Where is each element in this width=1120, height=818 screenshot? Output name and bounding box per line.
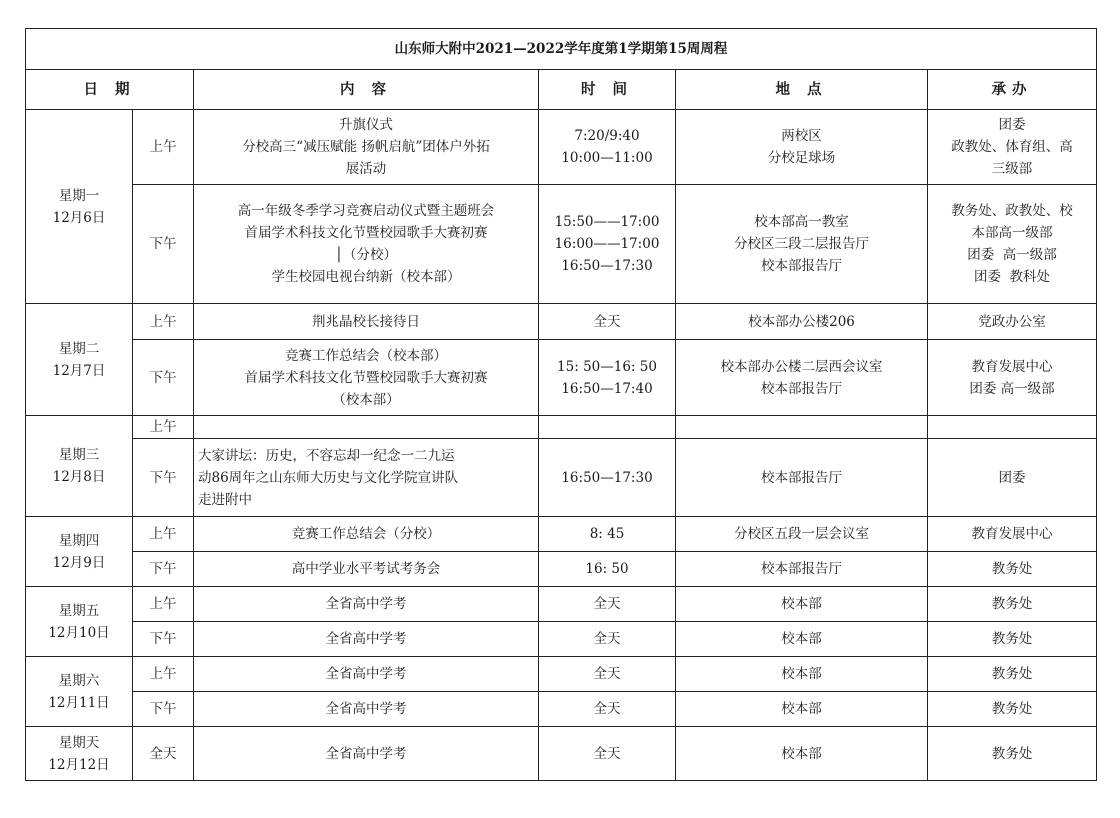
schedule-row <box>26 185 1097 304</box>
cell-line: 教务处 <box>991 596 1033 612</box>
organizer-cell <box>928 185 1097 304</box>
content-cell <box>194 552 539 587</box>
day-cell <box>26 304 133 416</box>
date-label: 12月7日 <box>52 362 106 379</box>
location-cell <box>676 340 928 416</box>
cell-line: 校本部 <box>781 631 822 647</box>
content-cell <box>194 110 539 185</box>
organizer-cell <box>928 340 1097 416</box>
location-cell <box>676 439 928 517</box>
cell-line: 分校区三段二层报告厅 <box>734 236 869 252</box>
weekday-label: 星期六 <box>58 672 100 689</box>
weekday-label: 星期三 <box>58 447 100 463</box>
time-cell <box>539 552 676 587</box>
date-label: 12月10日 <box>48 624 110 641</box>
period-cell: 上午 <box>133 304 194 340</box>
cell-line: 校本部办公楼206 <box>748 313 855 330</box>
organizer-cell <box>928 110 1097 185</box>
time-cell <box>539 416 676 439</box>
period-cell: 上午 <box>133 416 194 439</box>
cell-line: 全省高中学考 <box>325 745 407 762</box>
date-label: 12月12日 <box>48 756 110 773</box>
cell-line: 校本部报告厅 <box>761 258 842 274</box>
cell-line: 荆兆晶校长接待日 <box>312 313 420 330</box>
date-label: 12月9日 <box>52 554 106 571</box>
schedule-row <box>26 110 1097 185</box>
organizer-cell <box>928 439 1097 517</box>
cell-line: 16:50—17:30 <box>561 469 653 486</box>
schedule-row <box>26 304 1097 340</box>
period-cell: 下午 <box>133 340 194 416</box>
period-cell: 下午 <box>133 622 194 657</box>
content-cell <box>194 340 539 416</box>
header-organizer: 承办 <box>928 70 1097 110</box>
day-cell <box>26 727 133 781</box>
cell-line: 动86周年之山东师大历史与文化学院宣讲队 <box>198 469 459 486</box>
weekly-schedule-table <box>25 28 1097 781</box>
weekday-label: 星期四 <box>58 532 100 549</box>
weekday-label: 星期一 <box>58 187 100 204</box>
organizer-cell <box>928 657 1097 692</box>
cell-line: 政教处、体育组、高 <box>951 139 1073 155</box>
cell-line: 教务处 <box>991 631 1033 647</box>
header-row <box>26 70 1097 110</box>
cell-line: 分校足球场 <box>767 150 836 166</box>
location-cell <box>676 622 928 657</box>
schedule-row <box>26 587 1097 622</box>
date-label: 12月11日 <box>48 694 110 711</box>
period-cell: 下午 <box>133 552 194 587</box>
organizer-cell <box>928 692 1097 727</box>
period-cell: 上午 <box>133 517 194 552</box>
period-cell: 下午 <box>133 439 194 517</box>
cell-line: │（分校） <box>334 247 398 263</box>
cell-line: 16:50—17:30 <box>561 258 653 274</box>
cell-line: 竞赛工作总结会（分校） <box>291 526 441 542</box>
location-cell <box>676 110 928 185</box>
cell-line: 8: 45 <box>589 526 625 542</box>
cell-line: 高一年级冬季学习竞赛启动仪式暨主题班会 <box>237 203 495 219</box>
location-cell <box>676 727 928 781</box>
cell-line: 高中学业水平考试考务会 <box>291 561 441 577</box>
content-cell <box>194 304 539 340</box>
cell-line: 首届学术科技文化节暨校园歌手大赛初赛 <box>244 225 488 241</box>
day-cell <box>26 657 133 727</box>
time-cell <box>539 657 676 692</box>
cell-line: 升旗仪式 <box>339 117 393 133</box>
location-cell <box>676 587 928 622</box>
schedule-row <box>26 439 1097 517</box>
location-cell <box>676 416 928 439</box>
cell-line: 分校区五段一层会议室 <box>734 526 869 542</box>
header-content: 内 容 <box>194 70 539 110</box>
location-cell <box>676 304 928 340</box>
cell-line: 两校区 <box>781 128 822 144</box>
cell-line: 全省高中学考 <box>325 631 407 647</box>
schedule-row <box>26 692 1097 727</box>
content-cell <box>194 416 539 439</box>
cell-line: 全天 <box>593 631 621 647</box>
cell-line: 教育发展中心 <box>971 358 1053 375</box>
header-date: 日 期 <box>26 70 194 110</box>
time-cell <box>539 340 676 416</box>
period-cell: 上午 <box>133 587 194 622</box>
location-cell <box>676 185 928 304</box>
title-row <box>26 29 1097 70</box>
schedule-row <box>26 727 1097 781</box>
organizer-cell <box>928 416 1097 439</box>
cell-line: 全天 <box>593 701 621 717</box>
organizer-cell <box>928 727 1097 781</box>
organizer-cell <box>928 552 1097 587</box>
content-cell <box>194 185 539 304</box>
time-cell <box>539 110 676 185</box>
cell-line: 教务处 <box>991 745 1033 762</box>
cell-line: 团委 <box>998 469 1026 486</box>
content-cell <box>194 587 539 622</box>
weekday-label: 星期五 <box>58 602 100 619</box>
cell-line: 团委 高一级部 <box>969 380 1055 397</box>
cell-line: 16:50—17:40 <box>561 380 653 397</box>
cell-line: 校本部办公楼二层西会议室 <box>720 358 883 375</box>
content-cell <box>194 622 539 657</box>
cell-line: 教育发展中心 <box>971 526 1053 542</box>
cell-line: 校本部 <box>781 666 822 682</box>
cell-line: 16:00——17:00 <box>554 236 660 252</box>
time-cell <box>539 622 676 657</box>
header-location: 地 点 <box>676 70 928 110</box>
weekday-label: 星期二 <box>58 340 100 357</box>
day-cell <box>26 517 133 587</box>
content-cell <box>194 727 539 781</box>
cell-line: 党政办公室 <box>978 313 1046 330</box>
location-cell <box>676 552 928 587</box>
time-cell <box>539 517 676 552</box>
cell-line: 三级部 <box>991 161 1033 177</box>
cell-line: 校本部 <box>781 745 822 762</box>
cell-line: 16: 50 <box>585 561 629 577</box>
day-cell <box>26 110 133 304</box>
cell-line: 团委 高一级部 <box>967 247 1057 263</box>
time-cell <box>539 439 676 517</box>
cell-line: 7:20/9:40 <box>574 128 640 144</box>
cell-line: 校本部报告厅 <box>761 561 842 577</box>
time-cell <box>539 304 676 340</box>
cell-line: 校本部报告厅 <box>761 469 842 486</box>
cell-line: 15: 50—16: 50 <box>557 358 657 375</box>
content-cell <box>194 692 539 727</box>
location-cell <box>676 692 928 727</box>
cell-line: 10:00—11:00 <box>561 150 653 166</box>
schedule-row <box>26 340 1097 416</box>
cell-line: 本部高一级部 <box>971 225 1053 241</box>
period-cell: 上午 <box>133 657 194 692</box>
cell-line: 全天 <box>593 313 621 330</box>
cell-line: 全省高中学考 <box>325 701 407 717</box>
period-cell: 下午 <box>133 185 194 304</box>
organizer-cell <box>928 304 1097 340</box>
cell-line: 教务处、政教处、校 <box>951 203 1073 219</box>
cell-line: 全天 <box>593 666 621 682</box>
cell-line: 校本部 <box>781 701 822 717</box>
cell-line: 教务处 <box>991 561 1033 577</box>
cell-line: 全省高中学考 <box>325 596 407 612</box>
cell-line: 教务处 <box>991 701 1033 717</box>
schedule-row <box>26 517 1097 552</box>
cell-line: 分校高三“减压赋能 扬帆启航”团体户外拓 <box>242 139 490 155</box>
cell-line: 走进附中 <box>198 491 252 508</box>
schedule-row <box>26 657 1097 692</box>
cell-line: 全天 <box>593 596 621 612</box>
schedule-row <box>26 552 1097 587</box>
time-cell <box>539 727 676 781</box>
cell-line: 校本部 <box>781 596 822 612</box>
schedule-row <box>26 622 1097 657</box>
cell-line: 首届学术科技文化节暨校园歌手大赛初赛 <box>244 369 488 386</box>
organizer-cell <box>928 622 1097 657</box>
cell-line: 全天 <box>593 745 621 762</box>
day-cell <box>26 416 133 517</box>
cell-line: 校本部高一教室 <box>754 214 849 230</box>
cell-line: 团委 教科处 <box>973 269 1051 285</box>
cell-line: 大家讲坛：历史，不容忘却一纪念一二九运 <box>198 447 455 464</box>
cell-line: 15:50——17:00 <box>554 214 660 230</box>
cell-line: 展活动 <box>345 161 387 177</box>
header-time: 时 间 <box>539 70 676 110</box>
schedule-row <box>26 416 1097 439</box>
time-cell <box>539 692 676 727</box>
date-label: 12月6日 <box>52 209 106 226</box>
period-cell: 全天 <box>133 727 194 781</box>
period-cell: 上午 <box>133 110 194 185</box>
content-cell <box>194 517 539 552</box>
date-label: 12月8日 <box>52 469 106 485</box>
day-cell <box>26 587 133 657</box>
time-cell <box>539 587 676 622</box>
content-cell <box>194 657 539 692</box>
cell-line: 全省高中学考 <box>325 666 407 682</box>
time-cell <box>539 185 676 304</box>
weekday-label: 星期天 <box>58 734 100 751</box>
cell-line: 竞赛工作总结会（校本部） <box>285 347 447 364</box>
location-cell <box>676 517 928 552</box>
organizer-cell <box>928 587 1097 622</box>
content-cell <box>194 439 539 517</box>
schedule-title: 山东师大附中2021—2022学年度第1学期第15周周程 <box>26 29 1097 70</box>
location-cell <box>676 657 928 692</box>
cell-line: （校本部） <box>332 391 400 408</box>
organizer-cell <box>928 517 1097 552</box>
cell-line: 校本部报告厅 <box>761 380 842 397</box>
period-cell: 下午 <box>133 692 194 727</box>
cell-line: 学生校园电视台纳新（校本部） <box>271 269 461 285</box>
cell-line: 教务处 <box>991 666 1033 682</box>
cell-line: 团委 <box>998 117 1026 133</box>
